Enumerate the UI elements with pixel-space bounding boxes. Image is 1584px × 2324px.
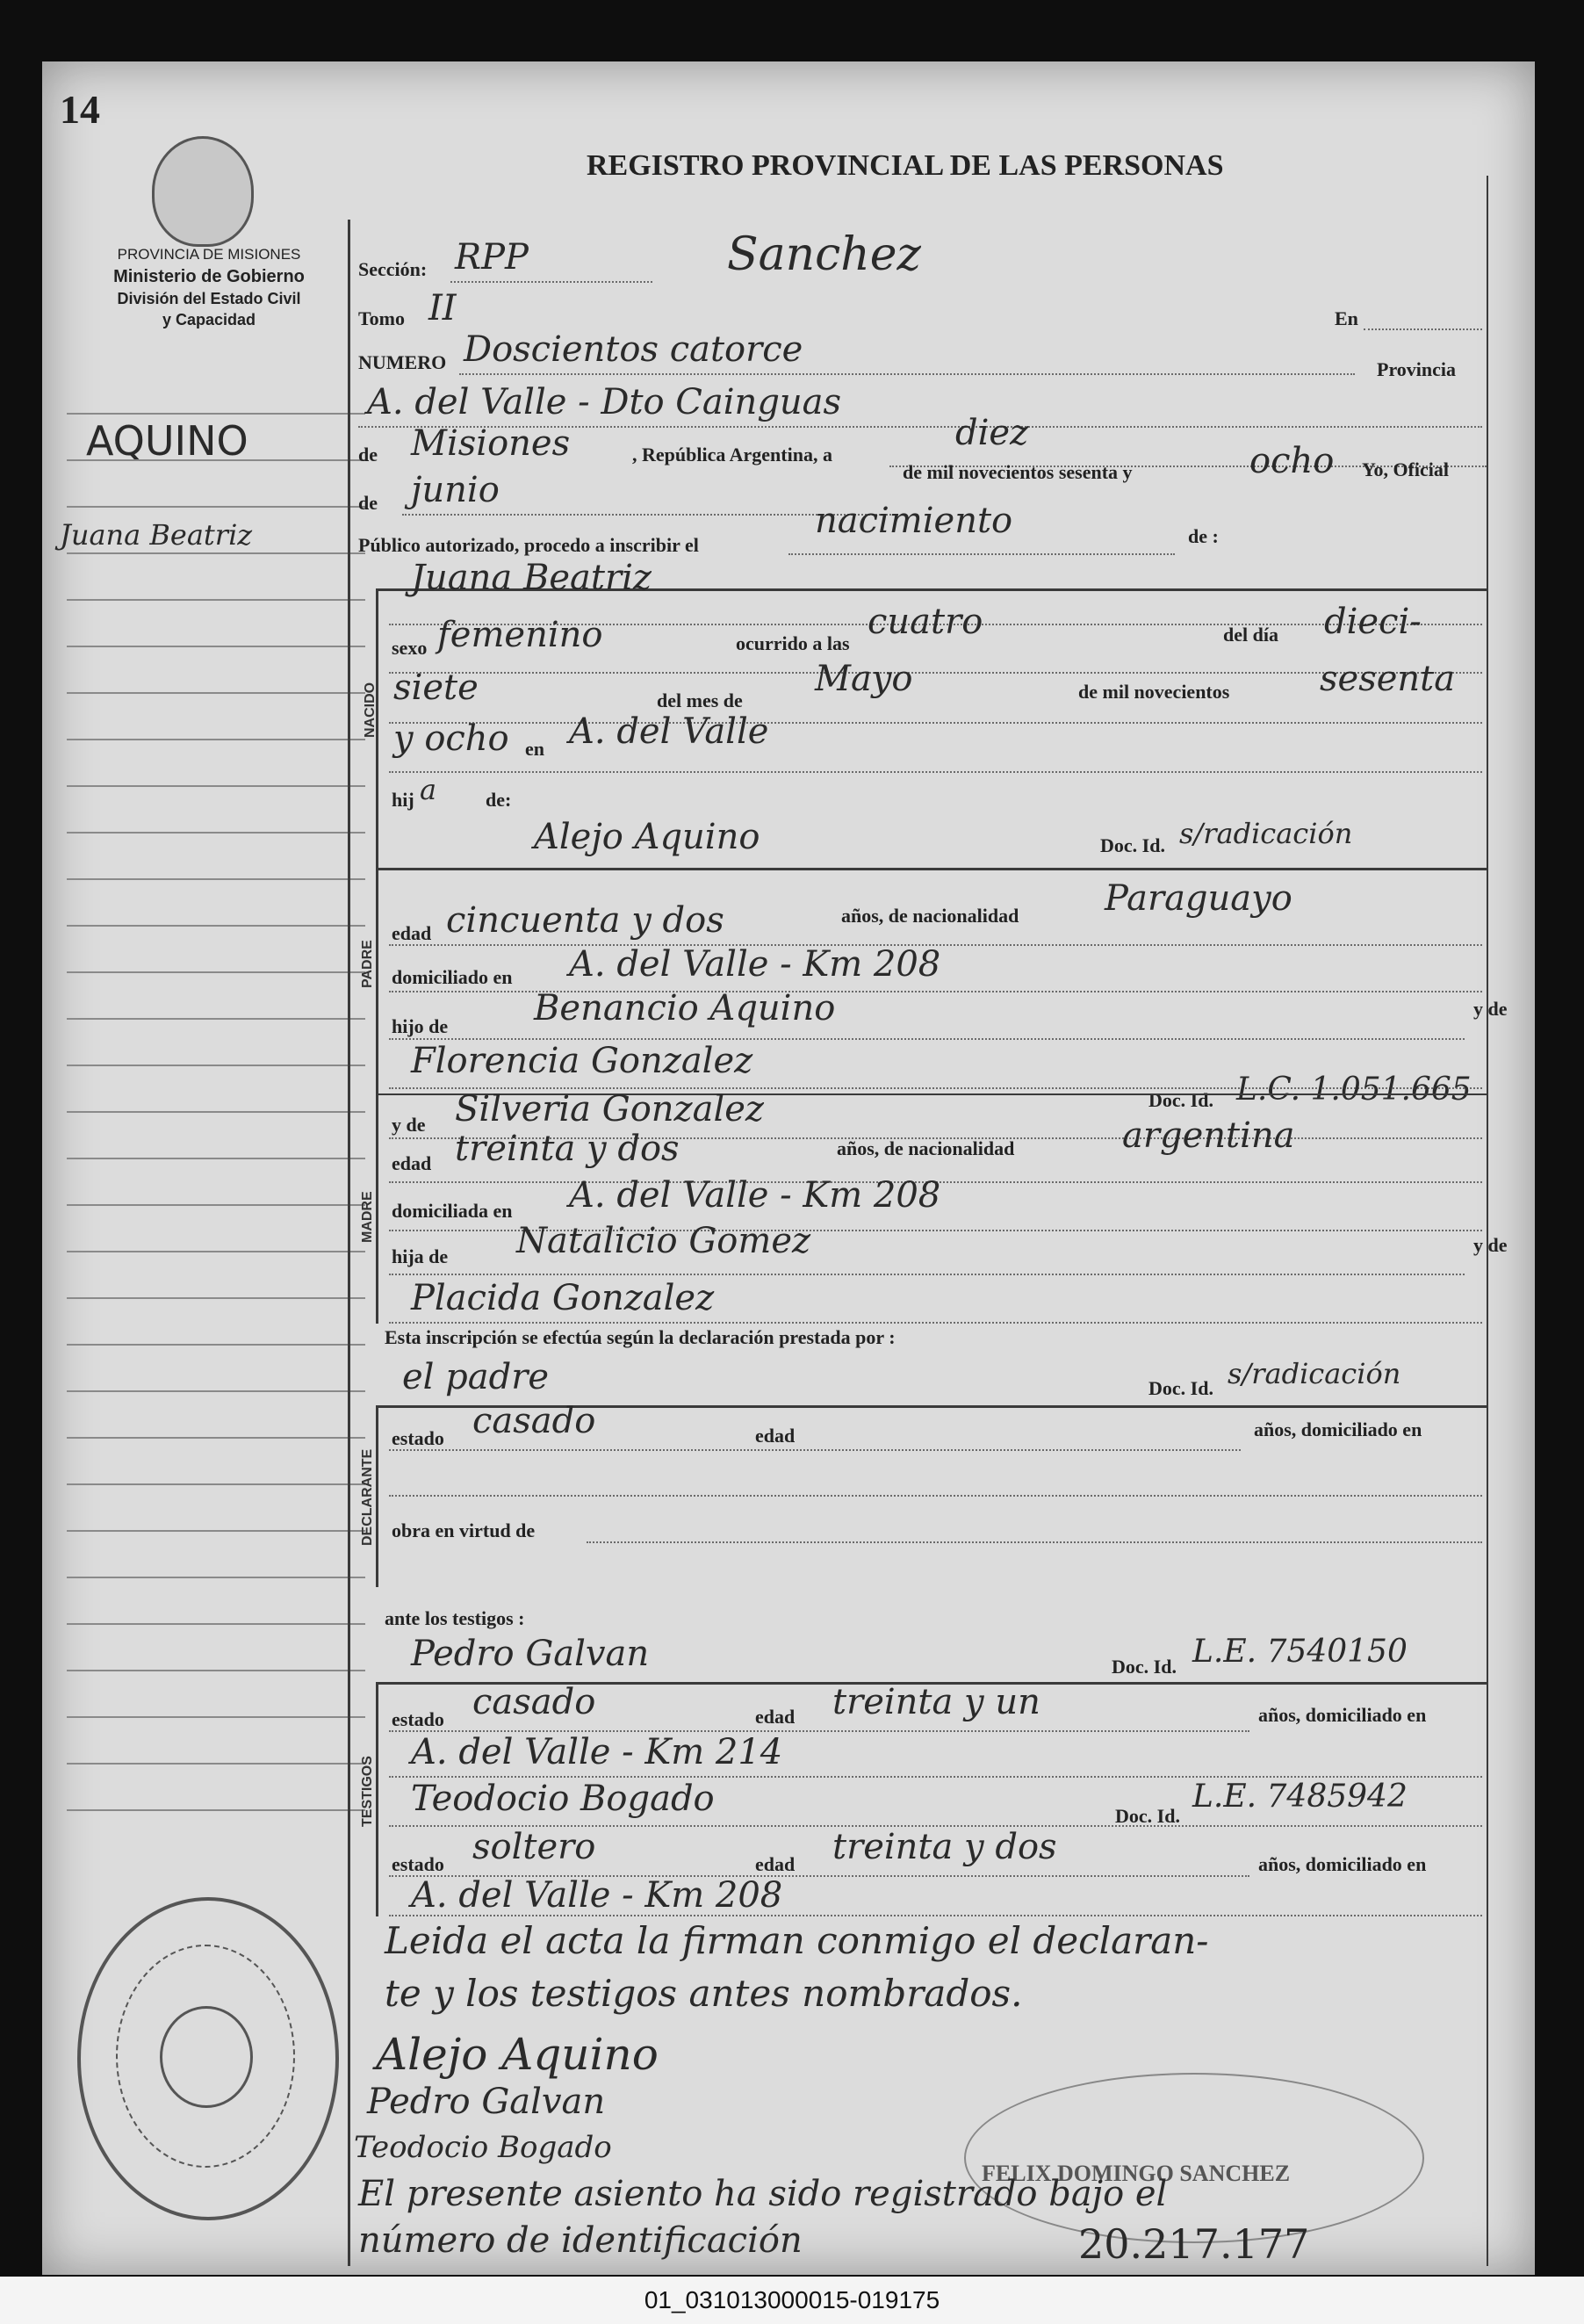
label-estado-testigo2: estado bbox=[392, 1853, 444, 1875]
label-doc-testigo2: Doc. Id. bbox=[1115, 1805, 1180, 1827]
margin-rule bbox=[67, 925, 365, 927]
label-yo-oficial: Yo, Oficial bbox=[1362, 458, 1449, 480]
margin-surname: AQUINO bbox=[86, 417, 248, 465]
label-anios-dom-testigo1: años, domiciliado en bbox=[1258, 1704, 1427, 1726]
label-republica: , República Argentina, a bbox=[632, 444, 832, 466]
anio-nac-value: sesenta bbox=[1320, 659, 1456, 699]
margin-rule bbox=[67, 1158, 365, 1159]
signature-pedro: Pedro Galvan bbox=[367, 2082, 606, 2122]
label-seccion: Sección: bbox=[358, 258, 428, 280]
label-edad-madre: edad bbox=[392, 1152, 432, 1174]
lugar-value: A. del Valle - Dto Cainguas bbox=[367, 382, 842, 422]
label-esta-inscripcion: Esta inscripción se efectúa según la declaración prestada por : bbox=[385, 1326, 896, 1348]
label-de3: de: bbox=[486, 789, 512, 811]
closing-text-2: te y los testigos antes nombrados. bbox=[385, 1972, 1023, 2015]
label-mil-nov: de mil novecientos sesenta y bbox=[903, 461, 1133, 483]
seccion-value: RPP bbox=[455, 237, 529, 278]
padre-doc-value: s/radicación bbox=[1179, 817, 1353, 850]
label-del-mes: del mes de bbox=[657, 689, 743, 711]
label-numero: NUMERO bbox=[358, 351, 447, 373]
label-de: de bbox=[358, 444, 378, 466]
document-title: REGISTRO PROVINCIAL DE LAS PERSONAS bbox=[587, 149, 1224, 182]
section-testigos: TESTIGOS bbox=[360, 1756, 375, 1827]
margin-rule bbox=[67, 1437, 365, 1439]
document-page bbox=[42, 61, 1535, 2275]
label-domiciliada: domiciliada en bbox=[392, 1200, 513, 1222]
madre-value: Silveria Gonzalez bbox=[455, 1089, 764, 1130]
official-signature-loop bbox=[964, 2073, 1424, 2243]
hijo-suffix: a bbox=[420, 773, 437, 806]
margin-rule bbox=[67, 1809, 365, 1811]
margin-rule bbox=[67, 832, 365, 834]
label-y-de-madre: y de bbox=[392, 1114, 426, 1136]
label-domiciliado-padre: domiciliado en bbox=[392, 966, 513, 988]
label-de-colon: de : bbox=[1188, 525, 1219, 547]
label-edad-declarante: edad bbox=[755, 1425, 796, 1447]
label-ocurrido: ocurrido a las bbox=[736, 632, 850, 654]
testigo2-dom-value: A. del Valle - Km 208 bbox=[411, 1875, 783, 1916]
declarante-estado-value: casado bbox=[472, 1401, 596, 1441]
label-tomo: Tomo bbox=[358, 307, 405, 329]
coat-of-arms-icon bbox=[152, 136, 254, 247]
label-hija-de: hija de bbox=[392, 1245, 449, 1267]
label-provincia: Provincia bbox=[1377, 358, 1457, 380]
official-name: FELIX DOMINGO SANCHEZ bbox=[982, 2161, 1291, 2186]
header-capacity: y Capacidad bbox=[162, 311, 256, 328]
mes-nac-value: Mayo bbox=[815, 659, 913, 699]
margin-rule bbox=[67, 1530, 365, 1532]
margin-rule bbox=[67, 1204, 365, 1206]
nombre-value: Juana Beatriz bbox=[411, 558, 652, 598]
section-nacido: NACIDO bbox=[363, 682, 378, 738]
margin-names: Juana Beatriz bbox=[60, 518, 253, 552]
numero-value: Doscientos catorce bbox=[464, 329, 803, 370]
label-edad-testigo2: edad bbox=[755, 1853, 796, 1875]
madre-hija-de-value: Natalicio Gomez bbox=[516, 1221, 811, 1261]
margin-rule bbox=[67, 1577, 365, 1578]
label-mil-nov2: de mil novecientos bbox=[1078, 681, 1230, 703]
margin-rule bbox=[67, 971, 365, 973]
declarante-value: el padre bbox=[402, 1357, 550, 1397]
madre-dom-value: A. del Valle - Km 208 bbox=[569, 1175, 941, 1216]
anio-nac2-value: y ocho bbox=[393, 718, 509, 759]
margin-rule bbox=[67, 878, 365, 880]
margin-rule bbox=[67, 1716, 365, 1718]
sexo-value: femenino bbox=[437, 615, 603, 655]
margin-rule bbox=[67, 785, 365, 787]
testigo1-doc-value: L.E. 7540150 bbox=[1192, 1634, 1408, 1670]
margin-rule bbox=[67, 1111, 365, 1113]
closing-text-1: Leida el acta la firman conmigo el declaran- bbox=[385, 1919, 1209, 1962]
right-border-line bbox=[1487, 176, 1488, 2266]
section-declarante: DECLARANTE bbox=[360, 1448, 375, 1546]
annotation-text-2: número de identificación bbox=[358, 2220, 803, 2261]
section-padre: PADRE bbox=[360, 940, 375, 988]
hora-value: cuatro bbox=[868, 602, 983, 642]
label-de2: de bbox=[358, 492, 378, 514]
testigo2-doc-value: L.E. 7485942 bbox=[1192, 1779, 1408, 1815]
label-doc-declarante: Doc. Id. bbox=[1148, 1377, 1213, 1399]
acta-value: nacimiento bbox=[815, 501, 1013, 541]
label-estado-declarante: estado bbox=[392, 1427, 444, 1449]
padre-nac-value: Paraguayo bbox=[1105, 878, 1292, 919]
signature-teodocio: Teodocio Bogado bbox=[354, 2130, 612, 2165]
anio-value: ocho bbox=[1249, 441, 1335, 481]
testigo1-estado-value: casado bbox=[472, 1682, 596, 1722]
label-edad-testigo1: edad bbox=[755, 1706, 796, 1728]
padre-edad-value: cincuenta y dos bbox=[446, 900, 724, 941]
image-caption: 01_031013000015-019175 bbox=[0, 2277, 1584, 2324]
margin-rule bbox=[67, 1065, 365, 1066]
declarante-doc-value: s/radicación bbox=[1228, 1357, 1401, 1390]
label-estado-testigo1: estado bbox=[392, 1708, 444, 1730]
margin-rule bbox=[67, 599, 365, 601]
label-edad-padre: edad bbox=[392, 922, 432, 944]
label-en2: en bbox=[525, 738, 544, 760]
testigo2-edad-value: treinta y dos bbox=[832, 1827, 1057, 1867]
header-division: División del Estado Civil bbox=[117, 290, 301, 307]
label-anios-nac-padre: años, de nacionalidad bbox=[841, 905, 1019, 927]
section-madre: MADRE bbox=[360, 1191, 375, 1243]
label-ante-testigos: ante los testigos : bbox=[385, 1607, 525, 1629]
margin-rule bbox=[67, 1344, 365, 1346]
label-anios-nac-madre: años, de nacionalidad bbox=[837, 1137, 1015, 1159]
header-ministry: Ministerio de Gobierno bbox=[113, 267, 305, 286]
left-border-line bbox=[348, 220, 350, 2266]
annotation-text-1: El presente asiento ha sido registrado bajo el bbox=[358, 2174, 1168, 2214]
madre-doc-value: L.C. 1.051.665 bbox=[1236, 1072, 1472, 1108]
margin-rule bbox=[67, 506, 365, 508]
top-signature: Sanchez bbox=[727, 228, 921, 281]
margin-rule bbox=[67, 552, 365, 554]
margin-rule bbox=[67, 1018, 365, 1020]
margin-rule bbox=[67, 692, 365, 694]
margin-rule bbox=[67, 1483, 365, 1485]
header-province: PROVINCIA DE MISIONES bbox=[117, 246, 301, 263]
label-publico: Público autorizado, procedo a inscribir el bbox=[358, 534, 699, 556]
margin-rule bbox=[67, 646, 365, 647]
testigo1-edad-value: treinta y un bbox=[832, 1682, 1040, 1722]
margin-rule bbox=[67, 1670, 365, 1671]
provincia-value: Misiones bbox=[411, 423, 571, 464]
testigo1-dom-value: A. del Valle - Km 214 bbox=[411, 1732, 783, 1772]
padre-madre-value: Florencia Gonzalez bbox=[411, 1041, 753, 1081]
label-obra: obra en virtud de bbox=[392, 1519, 536, 1541]
label-hijo: hij bbox=[392, 789, 414, 811]
official-seal-icon bbox=[77, 1897, 339, 2220]
label-del-dia: del día bbox=[1223, 624, 1278, 646]
page-number: 14 bbox=[60, 87, 100, 132]
madre-nac-value: argentina bbox=[1122, 1115, 1295, 1156]
label-hijo-de-padre: hijo de bbox=[392, 1015, 449, 1037]
testigo1-value: Pedro Galvan bbox=[411, 1634, 650, 1674]
label-anios-dom-testigo2: años, domiciliado en bbox=[1258, 1853, 1427, 1875]
margin-rule bbox=[67, 1390, 365, 1392]
dia-value: diez bbox=[955, 413, 1029, 453]
dni-number: 20.217.177 bbox=[1078, 2220, 1310, 2268]
margin-rule bbox=[67, 1623, 365, 1625]
margin-rule bbox=[67, 1297, 365, 1299]
label-sexo: sexo bbox=[392, 637, 428, 659]
padre-dom-value: A. del Valle - Km 208 bbox=[569, 944, 941, 985]
margin-rule bbox=[67, 1763, 365, 1765]
margin-rule bbox=[67, 413, 365, 415]
label-y-de-padre: y de bbox=[1473, 998, 1508, 1020]
label-y-de-madre2: y de bbox=[1473, 1234, 1508, 1256]
mes-value: junio bbox=[411, 470, 500, 510]
testigo2-value: Teodocio Bogado bbox=[411, 1779, 715, 1819]
label-doc-padre: Doc. Id. bbox=[1100, 834, 1165, 856]
lugar-nac-value: A. del Valle bbox=[569, 711, 769, 752]
padre-value: Alejo Aquino bbox=[534, 817, 760, 857]
dia-nac-value: dieci- bbox=[1324, 602, 1422, 642]
label-doc-madre: Doc. Id. bbox=[1148, 1089, 1213, 1111]
margin-rule bbox=[67, 739, 365, 740]
tomo-value: II bbox=[428, 288, 457, 328]
signature-alejo: Alejo Aquino bbox=[376, 2029, 659, 2080]
label-doc-testigo1: Doc. Id. bbox=[1112, 1656, 1177, 1678]
dia-nac2-value: siete bbox=[393, 668, 479, 708]
madre-edad-value: treinta y dos bbox=[455, 1129, 680, 1169]
madre-madre-value: Placida Gonzalez bbox=[411, 1278, 715, 1318]
label-anios-dom-declarante: años, domiciliado en bbox=[1254, 1418, 1422, 1440]
label-en: En bbox=[1335, 307, 1358, 329]
margin-rule bbox=[67, 1251, 365, 1252]
testigo2-estado-value: soltero bbox=[472, 1827, 596, 1867]
padre-hijo-de-value: Benancio Aquino bbox=[534, 988, 836, 1028]
margin-rule bbox=[67, 459, 365, 461]
